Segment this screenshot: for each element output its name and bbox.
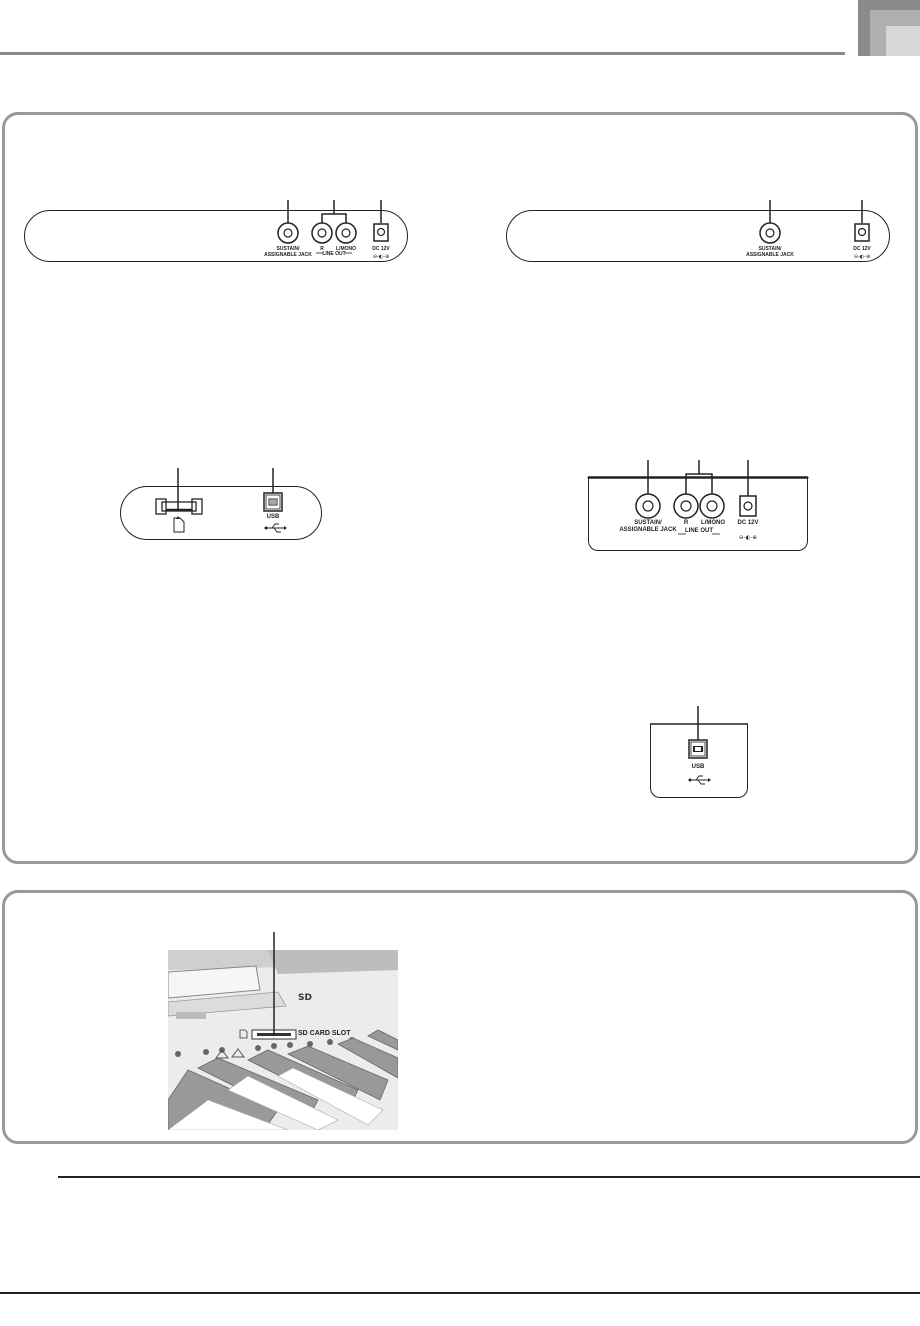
usb-label-usb-panel: USB xyxy=(691,764,705,770)
sustain-label-mid: SUSTAIN/ ASSIGNABLE JACK xyxy=(619,520,677,533)
svg-text:⊖-◐-⊕: ⊖-◐-⊕ xyxy=(372,254,390,260)
sustain-label-right: SUSTAIN/ ASSIGNABLE JACK xyxy=(746,246,794,258)
dc-label-left: DC 12V xyxy=(372,246,390,252)
svg-text:⊖-◐-⊕: ⊖-◐-⊕ xyxy=(853,254,871,260)
svg-text:⊖-◐-⊕: ⊖-◐-⊕ xyxy=(739,535,757,541)
sd-card-slot-label: SD CARD SLOT xyxy=(298,1030,351,1037)
lmono-label-left: L/MONO xyxy=(336,246,356,252)
lineout-label-mid: LINE OUT xyxy=(685,528,713,534)
dc-label-mid: DC 12V xyxy=(737,520,759,526)
r-label-mid: R xyxy=(683,520,689,526)
r-label-left: R xyxy=(320,246,324,252)
svg-text:SD: SD xyxy=(298,993,312,1003)
lineout-label-left: LINE OUT xyxy=(322,251,346,257)
sustain-label-left: SUSTAIN/ ASSIGNABLE JACK xyxy=(264,246,312,258)
dc-label-right: DC 12V xyxy=(853,246,871,252)
lmono-label-mid: L/MONO xyxy=(701,520,725,526)
section-rule xyxy=(58,1176,920,1178)
footer-rule xyxy=(0,1292,920,1294)
usb-label-sd-panel: USB xyxy=(266,514,280,520)
